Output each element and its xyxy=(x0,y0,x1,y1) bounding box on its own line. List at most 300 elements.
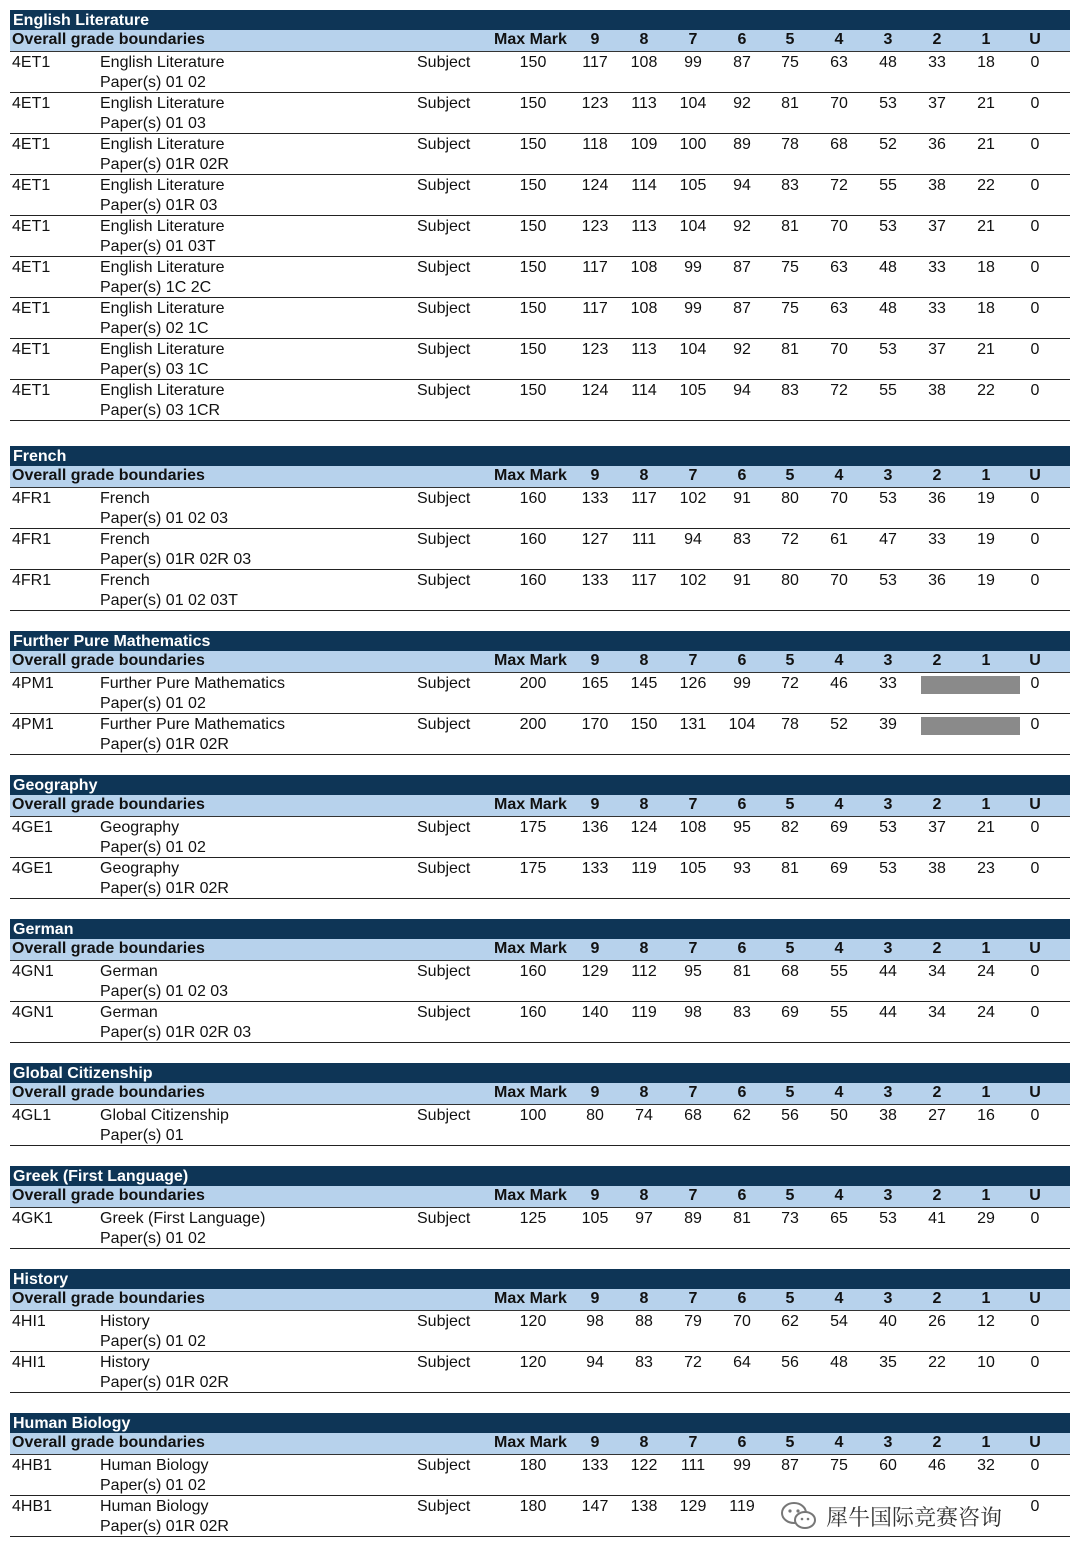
grade-cell: 72 xyxy=(781,675,799,692)
level: Subject xyxy=(417,860,471,877)
grade-cell: 0 xyxy=(1030,675,1040,692)
header-grade: 8 xyxy=(639,1187,649,1204)
header-grade: 2 xyxy=(932,1434,942,1451)
max-mark: 175 xyxy=(519,860,547,877)
grade-cell: 105 xyxy=(679,177,707,194)
header-grade: 4 xyxy=(834,1434,844,1451)
grade-cell: 53 xyxy=(879,490,897,507)
spec-papers: Paper(s) 03 1CR xyxy=(100,402,221,419)
table-row xyxy=(10,570,1070,611)
grade-cell: 47 xyxy=(879,531,897,548)
header-overall-label: Overall grade boundaries xyxy=(12,1084,205,1101)
grade-cell: 48 xyxy=(879,259,897,276)
grade-boundaries-document xyxy=(10,10,1070,1537)
spec-papers: Paper(s) 1C 2C xyxy=(100,279,212,296)
grade-cell: 150 xyxy=(630,716,658,733)
spec-papers: Paper(s) 01 xyxy=(100,1127,184,1144)
grade-cell: 117 xyxy=(582,300,608,317)
spec-code: 4ET1 xyxy=(12,382,51,399)
grade-cell: 72 xyxy=(684,1354,702,1371)
grade-cell: 21 xyxy=(977,819,995,836)
spec-papers: Paper(s) 02 1C xyxy=(100,320,209,337)
grade-cell: 104 xyxy=(679,341,707,358)
spec-papers: Paper(s) 01 02 xyxy=(100,74,206,91)
header-grade: U xyxy=(1029,796,1041,813)
spec-title: Geography xyxy=(100,860,180,877)
spec-papers: Paper(s) 01 02 xyxy=(100,839,206,856)
level: Subject xyxy=(417,382,471,399)
grade-cell: 0 xyxy=(1030,54,1040,71)
spec-code: 4GL1 xyxy=(12,1107,52,1124)
header-grade: 7 xyxy=(688,1084,698,1101)
grade-cell: 80 xyxy=(586,1107,604,1124)
spec-title: Human Biology xyxy=(100,1498,209,1515)
grade-cell: 0 xyxy=(1030,819,1040,836)
grade-cell: 0 xyxy=(1030,1210,1040,1227)
spec-name xyxy=(100,217,225,257)
grade-cell: 22 xyxy=(928,1354,946,1371)
header-grade: 2 xyxy=(932,652,942,669)
level: Subject xyxy=(417,1498,471,1515)
spec-title: English Literature xyxy=(100,218,225,235)
grade-cell: 91 xyxy=(733,572,751,589)
header-grade: 6 xyxy=(737,1434,747,1451)
grade-cell: 69 xyxy=(830,860,848,877)
header-grade: 8 xyxy=(639,1290,649,1307)
grade-cell: 165 xyxy=(581,675,609,692)
spec-papers: Paper(s) 01 02 03 xyxy=(100,983,229,1000)
level: Subject xyxy=(417,1210,471,1227)
section-title: Greek (First Language) xyxy=(10,1166,1070,1186)
spec-name xyxy=(100,489,228,529)
header-row xyxy=(10,651,1070,673)
spec-papers: Paper(s) 01 02 xyxy=(100,1333,206,1350)
spec-papers: Paper(s) 01 02 03T xyxy=(100,592,238,609)
grade-cell: 114 xyxy=(631,177,657,194)
table-row xyxy=(10,52,1070,93)
spec-name xyxy=(100,176,225,216)
section-global-citizenship xyxy=(10,1063,1070,1146)
max-mark: 150 xyxy=(519,341,547,358)
grade-cell: 55 xyxy=(830,1004,848,1021)
header-max-mark: Max Mark xyxy=(494,1434,567,1451)
header-max-mark: Max Mark xyxy=(494,31,567,48)
section-further-pure-mathematics xyxy=(10,631,1070,755)
table-row xyxy=(10,380,1070,421)
header-grade: 5 xyxy=(785,1187,795,1204)
grade-cell: 73 xyxy=(781,1210,799,1227)
grade-cell: 138 xyxy=(630,1498,658,1515)
spec-title: English Literature xyxy=(100,136,225,153)
grade-cell: 70 xyxy=(830,95,848,112)
spec-code: 4GN1 xyxy=(12,1004,54,1021)
level: Subject xyxy=(417,95,471,112)
grade-cell: 34 xyxy=(928,963,946,980)
table-row xyxy=(10,673,1070,714)
grade-cell: 62 xyxy=(733,1107,751,1124)
level: Subject xyxy=(417,218,471,235)
grade-cell: 133 xyxy=(581,860,609,877)
max-mark: 180 xyxy=(519,1498,547,1515)
section-title: English Literature xyxy=(10,10,1070,30)
spec-papers: Paper(s) 01 02 xyxy=(100,1230,206,1247)
grade-cell: 18 xyxy=(977,300,995,317)
grade-cell: 63 xyxy=(830,54,848,71)
table-row xyxy=(10,1455,1070,1496)
grade-cell: 41 xyxy=(928,1210,946,1227)
header-max-mark: Max Mark xyxy=(494,467,567,484)
grade-cell: 80 xyxy=(781,490,799,507)
grade-cell: 0 xyxy=(1030,1004,1040,1021)
grade-cell: 0 xyxy=(1030,531,1040,548)
header-grade: 5 xyxy=(785,1434,795,1451)
level: Subject xyxy=(417,531,471,548)
header-overall-label: Overall grade boundaries xyxy=(12,1187,205,1204)
grade-cell: 82 xyxy=(781,819,799,836)
level: Subject xyxy=(417,136,471,153)
grade-cell: 21 xyxy=(977,136,995,153)
max-mark: 150 xyxy=(519,300,547,317)
header-grade: 4 xyxy=(834,796,844,813)
grade-cell: 48 xyxy=(830,1354,848,1371)
header-grade: 4 xyxy=(834,940,844,957)
grade-cell: 99 xyxy=(684,259,702,276)
header-grade: 9 xyxy=(590,652,600,669)
grade-cell: 131 xyxy=(679,716,707,733)
header-grade: 5 xyxy=(785,940,795,957)
grade-cell: 34 xyxy=(928,1004,946,1021)
header-overall-label: Overall grade boundaries xyxy=(12,467,205,484)
spec-title: English Literature xyxy=(100,259,225,276)
grade-cell: 111 xyxy=(631,531,657,548)
grade-cell: 33 xyxy=(879,675,897,692)
header-grade: 4 xyxy=(834,31,844,48)
grade-cell: 63 xyxy=(830,259,848,276)
grade-cell: 109 xyxy=(630,136,658,153)
header-row xyxy=(10,1186,1070,1208)
spec-code: 4HB1 xyxy=(12,1457,53,1474)
grade-cell: 81 xyxy=(733,1210,751,1227)
spec-title: English Literature xyxy=(100,341,225,358)
header-grade: 7 xyxy=(688,1290,698,1307)
grade-cell: 81 xyxy=(781,860,799,877)
grade-cell: 33 xyxy=(928,54,946,71)
grade-cell: 64 xyxy=(733,1354,751,1371)
header-max-mark: Max Mark xyxy=(494,652,567,669)
header-row xyxy=(10,939,1070,961)
spec-code: 4ET1 xyxy=(12,300,51,317)
header-max-mark: Max Mark xyxy=(494,796,567,813)
grade-cell: 0 xyxy=(1030,259,1040,276)
header-grade: U xyxy=(1029,1290,1041,1307)
spec-name xyxy=(100,818,206,858)
grade-cell: 72 xyxy=(781,531,799,548)
grade-cell: 21 xyxy=(977,95,995,112)
grade-cell: 69 xyxy=(781,1004,799,1021)
grade-cell: 117 xyxy=(631,490,657,507)
grade-cell: 33 xyxy=(928,531,946,548)
table-row xyxy=(10,817,1070,858)
grade-cell: 113 xyxy=(631,341,657,358)
section-title: Geography xyxy=(10,775,1070,795)
grade-cell: 75 xyxy=(781,259,799,276)
grade-cell: 118 xyxy=(582,136,608,153)
grade-cell: 0 xyxy=(1030,300,1040,317)
grade-cell: 133 xyxy=(581,490,609,507)
grade-cell: 21 xyxy=(977,341,995,358)
header-grade: 9 xyxy=(590,1084,600,1101)
header-grade: 1 xyxy=(981,796,991,813)
grade-cell: 0 xyxy=(1030,860,1040,877)
spec-code: 4FR1 xyxy=(12,572,52,589)
grade-cell: 0 xyxy=(1030,1354,1040,1371)
grade-cell: 56 xyxy=(781,1107,799,1124)
header-grade: U xyxy=(1029,31,1041,48)
grade-cell: 70 xyxy=(830,490,848,507)
grade-cell: 119 xyxy=(631,1004,657,1021)
grade-cell: 98 xyxy=(684,1004,702,1021)
grade-cell: 87 xyxy=(733,259,751,276)
grade-cell: 36 xyxy=(928,572,946,589)
grade-cell: 0 xyxy=(1030,95,1040,112)
spec-title: English Literature xyxy=(100,95,225,112)
max-mark: 200 xyxy=(519,716,547,733)
table-row xyxy=(10,529,1070,570)
header-grade: 3 xyxy=(883,1187,893,1204)
section-greek-first-language xyxy=(10,1166,1070,1249)
header-grade: 5 xyxy=(785,652,795,669)
section-title: Further Pure Mathematics xyxy=(10,631,1070,651)
spec-name xyxy=(100,962,228,1002)
spec-name xyxy=(100,94,225,134)
grade-cell: 37 xyxy=(928,819,946,836)
spec-code: 4GN1 xyxy=(12,963,54,980)
grade-cell: 112 xyxy=(631,963,657,980)
grade-cell: 75 xyxy=(830,1457,848,1474)
table-row xyxy=(10,175,1070,216)
spec-title: Further Pure Mathematics xyxy=(100,675,285,692)
grade-cell: 63 xyxy=(830,300,848,317)
grade-cell: 94 xyxy=(586,1354,604,1371)
header-max-mark: Max Mark xyxy=(494,940,567,957)
grade-cell: 12 xyxy=(977,1313,995,1330)
spec-papers: Paper(s) 03 1C xyxy=(100,361,209,378)
max-mark: 150 xyxy=(519,218,547,235)
spec-name xyxy=(100,340,225,380)
grade-cell: 54 xyxy=(830,1313,848,1330)
grade-cell: 80 xyxy=(781,572,799,589)
header-row xyxy=(10,1289,1070,1311)
table-row xyxy=(10,257,1070,298)
header-grade: 3 xyxy=(883,31,893,48)
spec-code: 4GE1 xyxy=(12,860,53,877)
spec-papers: Paper(s) 01R 02R xyxy=(100,156,229,173)
spec-name xyxy=(100,1209,265,1249)
grade-cell: 68 xyxy=(781,963,799,980)
grade-cell: 70 xyxy=(830,572,848,589)
level: Subject xyxy=(417,490,471,507)
spec-title: German xyxy=(100,963,158,980)
grade-cell: 133 xyxy=(581,572,609,589)
spec-code: 4GK1 xyxy=(12,1210,53,1227)
max-mark: 175 xyxy=(519,819,547,836)
grade-cell: 52 xyxy=(830,716,848,733)
redacted-cell xyxy=(921,676,1020,694)
grade-cell: 81 xyxy=(781,95,799,112)
table-row xyxy=(10,488,1070,529)
header-grade: 1 xyxy=(981,652,991,669)
grade-cell: 55 xyxy=(879,177,897,194)
grade-cell: 0 xyxy=(1030,963,1040,980)
header-grade: U xyxy=(1029,652,1041,669)
spec-code: 4PM1 xyxy=(12,675,54,692)
section-title: Human Biology xyxy=(10,1413,1070,1433)
grade-cell: 35 xyxy=(879,1354,897,1371)
header-grade: 3 xyxy=(883,1434,893,1451)
grade-cell: 0 xyxy=(1030,490,1040,507)
header-grade: 9 xyxy=(590,940,600,957)
grade-cell: 0 xyxy=(1030,716,1040,733)
grade-cell: 60 xyxy=(879,1457,897,1474)
grade-cell: 108 xyxy=(630,300,658,317)
header-grade: 3 xyxy=(883,796,893,813)
grade-cell: 18 xyxy=(977,259,995,276)
grade-cell: 108 xyxy=(630,54,658,71)
spec-name xyxy=(100,715,285,755)
grade-cell: 99 xyxy=(733,675,751,692)
grade-cell: 37 xyxy=(928,341,946,358)
grade-cell: 119 xyxy=(631,860,657,877)
level: Subject xyxy=(417,54,471,71)
header-grade: 1 xyxy=(981,1290,991,1307)
grade-cell: 0 xyxy=(1030,1313,1040,1330)
header-grade: 6 xyxy=(737,796,747,813)
header-grade: 5 xyxy=(785,1290,795,1307)
grade-cell: 44 xyxy=(879,1004,897,1021)
spec-title: Further Pure Mathematics xyxy=(100,716,285,733)
level: Subject xyxy=(417,1354,471,1371)
grade-cell: 91 xyxy=(733,490,751,507)
header-grade: 5 xyxy=(785,31,795,48)
grade-cell: 124 xyxy=(581,177,609,194)
grade-cell: 53 xyxy=(879,572,897,589)
grade-cell: 119 xyxy=(729,1498,755,1515)
header-grade: 2 xyxy=(932,796,942,813)
max-mark: 160 xyxy=(519,1004,547,1021)
section-title: French xyxy=(10,446,1070,466)
header-grade: 4 xyxy=(834,1290,844,1307)
grade-cell: 53 xyxy=(879,1210,897,1227)
grade-cell: 114 xyxy=(631,382,657,399)
grade-cell: 99 xyxy=(684,54,702,71)
grade-cell: 123 xyxy=(581,218,609,235)
spec-code: 4ET1 xyxy=(12,259,51,276)
grade-cell: 105 xyxy=(581,1210,609,1227)
grade-cell: 108 xyxy=(679,819,707,836)
header-row xyxy=(10,30,1070,52)
grade-cell: 117 xyxy=(582,54,608,71)
level: Subject xyxy=(417,819,471,836)
section-french xyxy=(10,446,1070,611)
grade-cell: 97 xyxy=(635,1210,653,1227)
grade-cell: 0 xyxy=(1030,218,1040,235)
level: Subject xyxy=(417,716,471,733)
spec-name xyxy=(100,258,225,298)
grade-cell: 140 xyxy=(581,1004,609,1021)
section-german xyxy=(10,919,1070,1043)
max-mark: 150 xyxy=(519,136,547,153)
grade-cell: 46 xyxy=(830,675,848,692)
header-grade: 7 xyxy=(688,940,698,957)
grade-cell: 129 xyxy=(679,1498,707,1515)
header-row xyxy=(10,1433,1070,1455)
grade-cell: 92 xyxy=(733,218,751,235)
grade-cell: 50 xyxy=(830,1107,848,1124)
header-grade: 6 xyxy=(737,1187,747,1204)
header-grade: 3 xyxy=(883,1084,893,1101)
level: Subject xyxy=(417,1457,471,1474)
grade-cell: 75 xyxy=(781,54,799,71)
header-overall-label: Overall grade boundaries xyxy=(12,31,205,48)
section-history xyxy=(10,1269,1070,1393)
header-grade: 7 xyxy=(688,1187,698,1204)
header-grade: 8 xyxy=(639,652,649,669)
header-grade: 2 xyxy=(932,940,942,957)
header-grade: 6 xyxy=(737,1290,747,1307)
spec-name xyxy=(100,299,225,339)
header-grade: 6 xyxy=(737,467,747,484)
grade-cell: 81 xyxy=(733,963,751,980)
header-max-mark: Max Mark xyxy=(494,1187,567,1204)
grade-cell: 170 xyxy=(581,716,609,733)
spec-title: French xyxy=(100,490,150,507)
table-row xyxy=(10,216,1070,257)
grade-cell: 117 xyxy=(631,572,657,589)
max-mark: 150 xyxy=(519,54,547,71)
table-row xyxy=(10,1208,1070,1249)
grade-cell: 93 xyxy=(733,860,751,877)
level: Subject xyxy=(417,1004,471,1021)
grade-cell: 10 xyxy=(977,1354,995,1371)
header-grade: U xyxy=(1029,1434,1041,1451)
level: Subject xyxy=(417,259,471,276)
grade-cell: 100 xyxy=(679,136,707,153)
grade-cell: 78 xyxy=(781,716,799,733)
header-grade: 9 xyxy=(590,1290,600,1307)
grade-cell: 89 xyxy=(684,1210,702,1227)
grade-cell: 92 xyxy=(733,341,751,358)
header-overall-label: Overall grade boundaries xyxy=(12,1434,205,1451)
header-grade: 1 xyxy=(981,1434,991,1451)
grade-cell: 129 xyxy=(581,963,609,980)
grade-cell: 21 xyxy=(977,218,995,235)
spec-title: Global Citizenship xyxy=(100,1107,229,1124)
header-grade: 6 xyxy=(737,652,747,669)
max-mark: 150 xyxy=(519,259,547,276)
grade-cell: 83 xyxy=(635,1354,653,1371)
grade-cell: 94 xyxy=(733,177,751,194)
header-overall-label: Overall grade boundaries xyxy=(12,796,205,813)
spec-code: 4ET1 xyxy=(12,54,51,71)
spec-title: German xyxy=(100,1004,158,1021)
spec-code: 4PM1 xyxy=(12,716,54,733)
grade-cell: 44 xyxy=(879,963,897,980)
header-grade: U xyxy=(1029,1187,1041,1204)
grade-cell: 105 xyxy=(679,382,707,399)
spec-papers: Paper(s) 01R 02R xyxy=(100,880,229,897)
spec-title: Geography xyxy=(100,819,180,836)
spec-papers: Paper(s) 01R 02R xyxy=(100,1518,229,1535)
